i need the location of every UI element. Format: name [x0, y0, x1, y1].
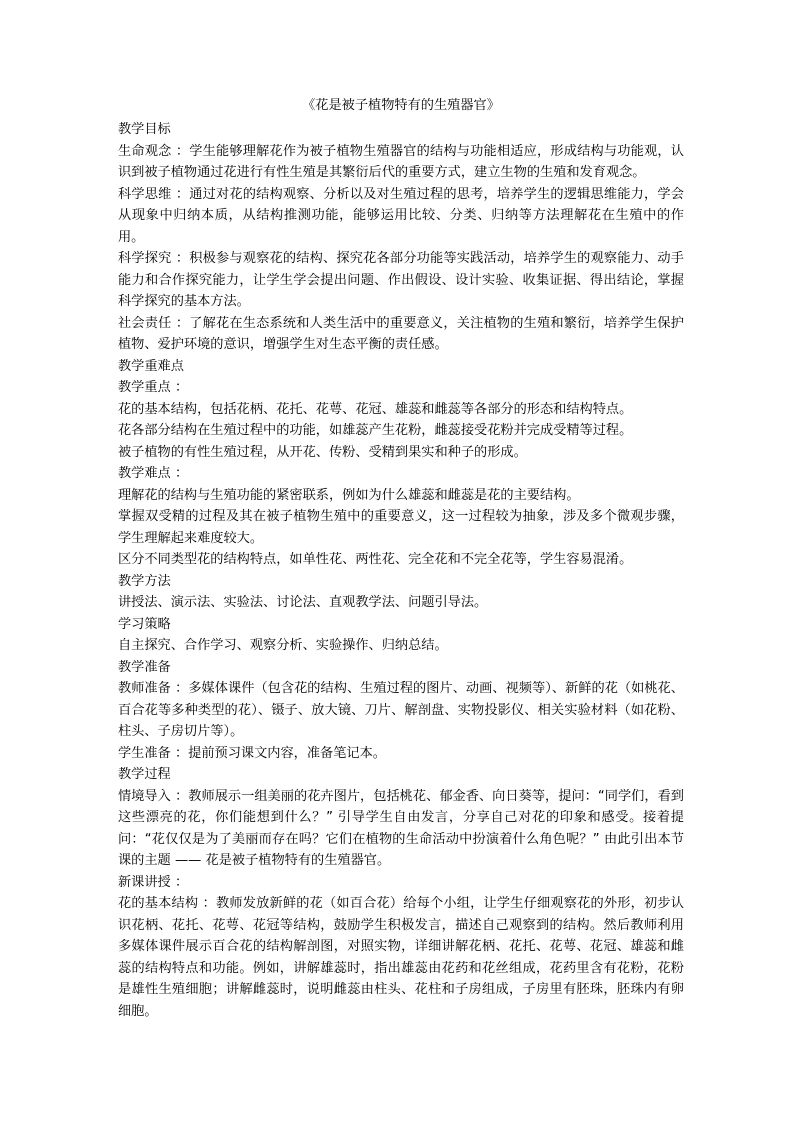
paragraph-flower-structure: 花的基本结构 ：教师发放新鲜的花（如百合花）给每个小组，让学生仔细观察花的外形，初步认识花柄、花托、花萼、花冠等结构，鼓励学生积极发言，描述自己观察到的结构。然后教师利用多媒体课件展示百合花的结构解剖图，对照实物，详细讲解花柄、花托、花萼、花冠、雄蕊和雌蕊的结构特点和功能。例如，讲解雄蕊时，指出雄蕊由花药和花丝组成，花药里含有花粉，花粉是雄性生殖细胞；讲解雌蕊时，说明雌蕊由柱头、花柱和子房组成，子房里有胚珠，胚珠内有卵细胞。 [118, 896, 684, 1019]
subheading-key-points: 教学重点 ： [118, 380, 189, 395]
paragraph-life-concept: 生命观念 ：学生能够理解花作为被子植物生殖器官的结构与功能相适应，形成结构与功能观，认识到被子植物通过花进行有性生殖是其繁衍后代的重要方式，建立生物的生殖和发育观念。 [118, 143, 684, 180]
section-heading-process: 教学过程 [118, 767, 171, 782]
section-heading-methods: 教学方法 [118, 573, 171, 589]
paragraph-student-preparation: 学生准备 ：提前预习课文内容，准备笔记本。 [118, 745, 386, 761]
paragraph-key-point-2: 花各部分结构在生殖过程中的功能，如雄蕊产生花粉，雌蕊接受花粉并完成受精等过程。 [118, 423, 633, 438]
paragraph-introduction: 情境导入 ：教师展示一组美丽的花卉图片，包括桃花、郁金香、向日葵等，提问：“同学们，看到这些漂亮的花，你们能想到什么？” 引导学生自由发言，分享自己对花的印象和感受。接着提问：“花仅仅是为了美丽而存在吗？它们在植物的生命活动中扮演着什么角色呢？” 由此引出本节课的主题 —— 花是被子植物特有的生殖器官。 [118, 788, 684, 868]
subheading-new-lesson: 新课讲授 ： [118, 874, 189, 890]
subheading-difficulties: 教学难点 ： [118, 466, 189, 481]
section-heading-preparation: 教学准备 [118, 659, 171, 675]
document-title: 《花是被子植物特有的生殖器官》 [302, 98, 500, 113]
paragraph-strategies: 自主探究、合作学习、观察分析、实验操作、归纳总结。 [118, 638, 448, 653]
paragraph-teacher-preparation: 教师准备 ：多媒体课件（包含花的结构、生殖过程的图片、动画、视频等）、新鲜的花（如桃花、百合花等多种类型的花）、镊子、放大镜、刀片、解剖盘、实物投影仪、相关实验材料（如花粉、柱头、子房切片等）。 [118, 681, 684, 739]
document-page [118, 97, 684, 1022]
paragraph-key-point-3: 被子植物的有性生殖过程，从开花、传粉、受精到果实和种子的形成。 [118, 444, 527, 460]
paragraph-difficulty-1: 理解花的结构与生殖功能的紧密联系，例如为什么雄蕊和雌蕊是花的主要结构。 [118, 487, 580, 503]
section-heading-objectives: 教学目标 [118, 122, 171, 137]
paragraph-social-responsibility: 社会责任 ：了解花在生态系统和人类生活中的重要意义，关注植物的生殖和繁衍，培养学生保护植物、爱护环境的意识，增强学生对生态平衡的责任感。 [118, 315, 684, 352]
paragraph-difficulty-3: 区分不同类型花的结构特点，如单性花、两性花、完全花和不完全花等，学生容易混淆。 [118, 552, 633, 567]
paragraph-key-point-1: 花的基本结构，包括花柄、花托、花萼、花冠、雄蕊和雌蕊等各部分的形态和结构特点。 [118, 401, 633, 417]
section-heading-strategies: 学习策略 [118, 616, 171, 632]
section-heading-key-points: 教学重难点 [118, 358, 184, 374]
paragraph-methods: 讲授法、演示法、实验法、讨论法、直观教学法、问题引导法。 [118, 595, 488, 610]
paragraph-scientific-inquiry: 科学探究 ：积极参与观察花的结构、探究花各部分功能等实践活动，培养学生的观察能力、动手能力和合作探究能力，让学生学会提出问题、作出假设、设计实验、收集证据、得出结论，掌握科学探究的基本方法。 [118, 251, 684, 309]
paragraph-scientific-thinking: 科学思维 ：通过对花的结构观察、分析以及对生殖过程的思考，培养学生的逻辑思维能力，学会从现象中归纳本质，从结构推测功能，能够运用比较、分类、归纳等方法理解花在生殖中的作用。 [118, 186, 684, 245]
paragraph-difficulty-2: 掌握双受精的过程及其在被子植物生殖中的重要意义，这一过程较为抽象，涉及多个微观步骤，学生理解起来难度较大。 [118, 509, 684, 546]
